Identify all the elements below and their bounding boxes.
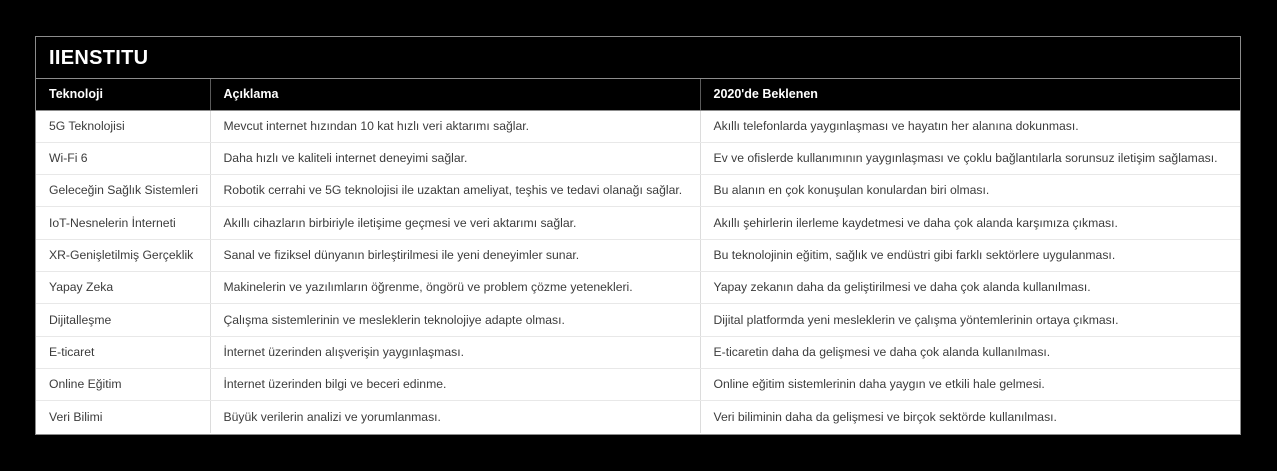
cell-aciklama: Robotik cerrahi ve 5G teknolojisi ile uzaktan ameliyat, teşhis ve tedavi olanağı sağlar. bbox=[210, 175, 700, 207]
cell-aciklama: Sanal ve fiziksel dünyanın birleştirilmesi ile yeni deneyimler sunar. bbox=[210, 239, 700, 271]
cell-beklenen: Bu alanın en çok konuşulan konulardan biri olması. bbox=[700, 175, 1240, 207]
column-header-teknoloji: Teknoloji bbox=[36, 79, 210, 110]
cell-beklenen: Veri biliminin daha da gelişmesi ve birçok sektörde kullanılması. bbox=[700, 401, 1240, 433]
brand-bar bbox=[36, 37, 1240, 79]
table-row bbox=[36, 271, 1240, 303]
cell-teknoloji: Geleceğin Sağlık Sistemleri bbox=[36, 175, 210, 207]
table-header bbox=[36, 79, 1240, 110]
cell-teknoloji: E-ticaret bbox=[36, 336, 210, 368]
table-row bbox=[36, 368, 1240, 400]
cell-aciklama: Büyük verilerin analizi ve yorumlanması. bbox=[210, 401, 700, 433]
table-row bbox=[36, 304, 1240, 336]
technology-table bbox=[36, 79, 1240, 433]
cell-aciklama: İnternet üzerinden bilgi ve beceri edinme. bbox=[210, 368, 700, 400]
cell-teknoloji: 5G Teknolojisi bbox=[36, 110, 210, 142]
cell-aciklama: İnternet üzerinden alışverişin yaygınlaşması. bbox=[210, 336, 700, 368]
table-row bbox=[36, 175, 1240, 207]
cell-aciklama: Mevcut internet hızından 10 kat hızlı veri aktarımı sağlar. bbox=[210, 110, 700, 142]
table-row bbox=[36, 401, 1240, 433]
table-row bbox=[36, 110, 1240, 142]
technology-table-card bbox=[35, 36, 1241, 435]
brand-logo: IIENSTITU bbox=[49, 46, 149, 69]
cell-aciklama: Makinelerin ve yazılımların öğrenme, öngörü ve problem çözme yetenekleri. bbox=[210, 271, 700, 303]
cell-beklenen: Akıllı telefonlarda yaygınlaşması ve hayatın her alanına dokunması. bbox=[700, 110, 1240, 142]
table-body bbox=[36, 110, 1240, 433]
cell-teknoloji: IoT-Nesnelerin İnterneti bbox=[36, 207, 210, 239]
cell-teknoloji: Veri Bilimi bbox=[36, 401, 210, 433]
cell-beklenen: Bu teknolojinin eğitim, sağlık ve endüstri gibi farklı sektörlere uygulanması. bbox=[700, 239, 1240, 271]
table-row bbox=[36, 336, 1240, 368]
cell-aciklama: Çalışma sistemlerinin ve mesleklerin teknolojiye adapte olması. bbox=[210, 304, 700, 336]
table-header-row bbox=[36, 79, 1240, 110]
table-row bbox=[36, 207, 1240, 239]
cell-beklenen: Akıllı şehirlerin ilerleme kaydetmesi ve daha çok alanda karşımıza çıkması. bbox=[700, 207, 1240, 239]
cell-beklenen: Dijital platformda yeni mesleklerin ve çalışma yöntemlerinin ortaya çıkması. bbox=[700, 304, 1240, 336]
cell-teknoloji: Wi-Fi 6 bbox=[36, 142, 210, 174]
cell-beklenen: Ev ve ofislerde kullanımının yaygınlaşması ve çoklu bağlantılarla sorunsuz iletişim sağlaması. bbox=[700, 142, 1240, 174]
column-header-beklenen: 2020'de Beklenen bbox=[700, 79, 1240, 110]
cell-teknoloji: XR-Genişletilmiş Gerçeklik bbox=[36, 239, 210, 271]
cell-aciklama: Akıllı cihazların birbiriyle iletişime geçmesi ve veri aktarımı sağlar. bbox=[210, 207, 700, 239]
column-header-aciklama: Açıklama bbox=[210, 79, 700, 110]
cell-beklenen: Yapay zekanın daha da geliştirilmesi ve daha çok alanda kullanılması. bbox=[700, 271, 1240, 303]
cell-teknoloji: Dijitalleşme bbox=[36, 304, 210, 336]
cell-aciklama: Daha hızlı ve kaliteli internet deneyimi sağlar. bbox=[210, 142, 700, 174]
cell-teknoloji: Yapay Zeka bbox=[36, 271, 210, 303]
table-row bbox=[36, 142, 1240, 174]
table-row bbox=[36, 239, 1240, 271]
cell-teknoloji: Online Eğitim bbox=[36, 368, 210, 400]
cell-beklenen: E-ticaretin daha da gelişmesi ve daha çok alanda kullanılması. bbox=[700, 336, 1240, 368]
cell-beklenen: Online eğitim sistemlerinin daha yaygın ve etkili hale gelmesi. bbox=[700, 368, 1240, 400]
